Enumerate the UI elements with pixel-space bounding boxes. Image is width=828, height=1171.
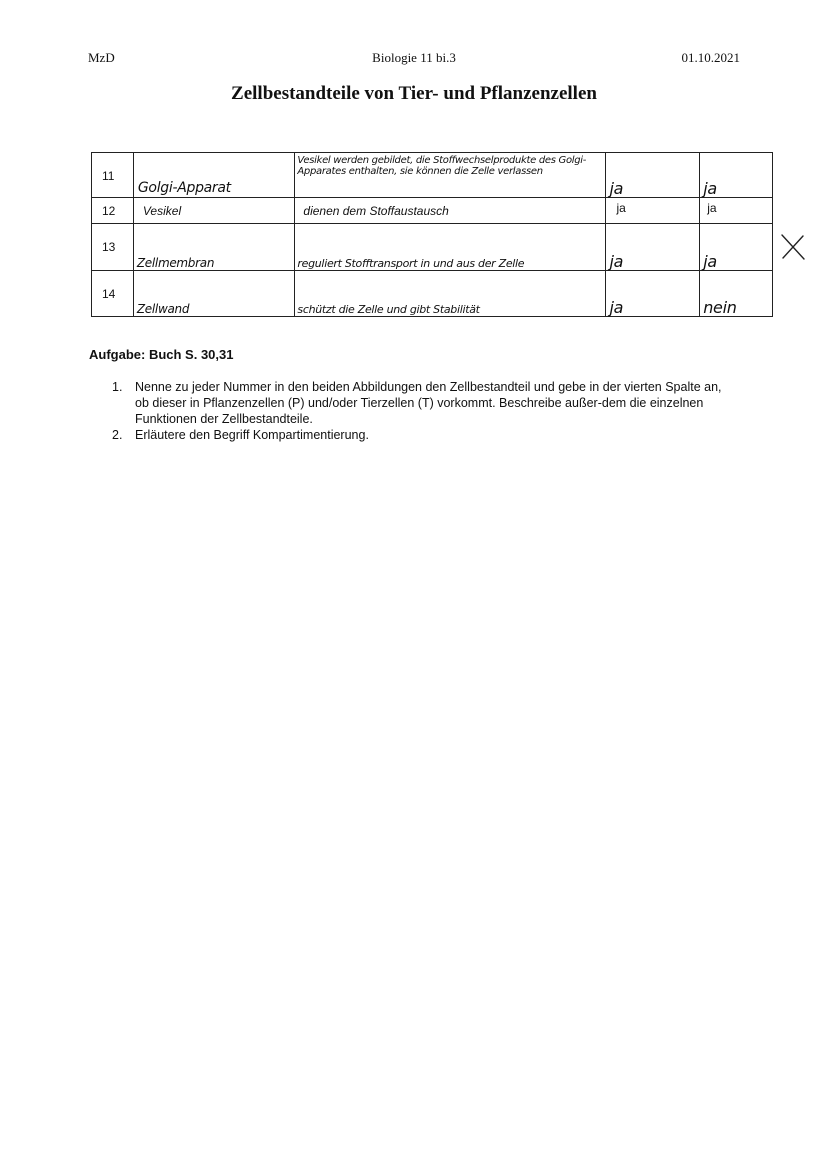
list-item: 1. Nenne zu jeder Nummer in den beiden Abbildungen den Zellbestandteil und gebe in der vierten Spalte an, ob dieser in Pflanzenzellen (P) und/oder Tierzellen (T) vorkommt. Beschreibe außer-dem die einzelnen Funktionen der Zellbestandteile.	[112, 380, 722, 426]
table-row	[92, 224, 773, 271]
cell-component-function: reguliert Stofftransport in und aus der Zelle	[295, 224, 606, 271]
cell-number: 11	[92, 153, 134, 198]
cell-component-function: schützt die Zelle und gibt Stabilität	[295, 271, 606, 317]
header-date: 01.10.2021	[681, 50, 740, 65]
cell-component-name: Zellmembran	[133, 224, 295, 271]
cell-component-name: Vesikel	[133, 198, 295, 224]
page-title: Zellbestandteile von Tier- und Pflanzenzellen	[231, 83, 597, 104]
cell-number: 14	[92, 271, 134, 317]
cell-plant: ja	[606, 271, 700, 317]
task-list	[88, 379, 728, 443]
task-text: Nenne zu jeder Nummer in den beiden Abbildungen den Zellbestandteil und gebe in der vierten Spalte an, ob dieser in Pflanzenzellen (P) und/oder Tierzellen (T) vorkommt. Beschreibe außer-dem die einzelnen Funktionen der Zellbestandteile.	[135, 380, 722, 426]
cell-animal: nein	[700, 271, 773, 317]
cell-component-name: Zellwand	[133, 271, 295, 317]
list-item: 2. Erläutere den Begriff Kompartimentierung.	[112, 428, 369, 442]
handwritten-x-mark	[779, 233, 807, 261]
page-header	[88, 50, 740, 70]
task-text: Erläutere den Begriff Kompartimentierung.	[135, 428, 369, 442]
cell-number: 12	[92, 198, 134, 224]
cell-plant: ja	[606, 153, 700, 198]
table-row	[92, 153, 773, 198]
header-author: MzD	[88, 50, 115, 65]
header-course: Biologie 11 bi.3	[372, 50, 456, 65]
table-row	[92, 271, 773, 317]
task-heading: Aufgabe: Buch S. 30,31	[89, 347, 234, 362]
table-row	[92, 198, 773, 224]
cell-plant: ja	[606, 224, 700, 271]
cell-animal: ja	[700, 153, 773, 198]
cell-plant: ja	[606, 198, 700, 224]
cell-animal: ja	[700, 198, 773, 224]
cell-animal: ja	[700, 224, 773, 271]
cell-components-table	[91, 152, 773, 317]
cell-component-function: Vesikel werden gebildet, die Stoffwechselprodukte des Golgi-Apparates enthalten, sie können die Zelle verlassen	[295, 153, 606, 198]
cell-component-function: dienen dem Stoffaustausch	[295, 198, 606, 224]
cell-number: 13	[92, 224, 134, 271]
cell-component-name: Golgi-Apparat	[133, 153, 295, 198]
